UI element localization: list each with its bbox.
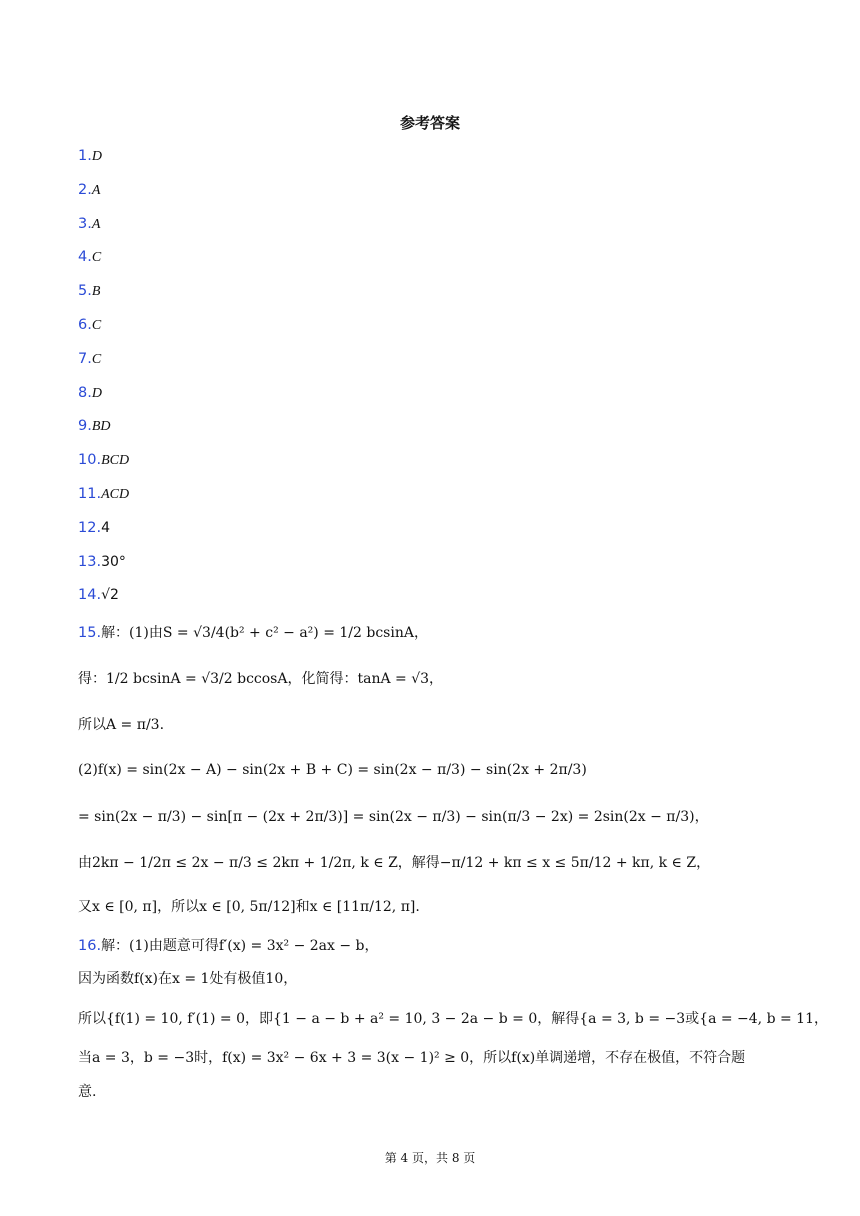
answer-row	[78, 452, 129, 469]
answer-number: 14.	[78, 587, 102, 603]
answer-row	[78, 283, 100, 300]
answer-number: 2.	[78, 182, 92, 198]
answer-row	[78, 587, 119, 603]
answer-row	[78, 148, 102, 165]
q16-line-2: 因为函数f(x)在x = 1处有极值10，	[78, 971, 298, 987]
q16-line-3: 所以{f(1) = 10, f′(1) = 0，即{1 − a − b + a² = 10, 3 − 2a − b = 0，解得{a = 3, b = −3或{a = −4, b = 11，	[78, 1011, 828, 1027]
answer-value: BCD	[101, 453, 130, 468]
q15-line-1: 15.解：(1)由S = √3/4(b² + c² − a²) = 1/2 bcsinA，	[78, 625, 428, 641]
answer-number: 12.	[78, 520, 102, 536]
answer-row	[78, 554, 126, 570]
answer-row	[78, 520, 110, 536]
page-title: 参考答案	[399, 114, 460, 132]
q15-line-4: (2)f(x) = sin(2x − A) − sin(2x + B + C) = sin(2x − π/3) − sin(2x + 2π/3)	[78, 762, 587, 778]
q16-number: 16.	[78, 938, 102, 954]
answer-number: 7.	[78, 351, 92, 367]
answer-value: C	[91, 318, 102, 333]
answer-number: 9.	[78, 418, 92, 434]
q15-line-2: 得：1/2 bcsinA = √3/2 bccosA，化简得：tanA = √3，	[78, 671, 444, 687]
answer-row	[78, 486, 129, 503]
answer-number: 6.	[78, 317, 92, 333]
answer-number: 5.	[78, 283, 92, 299]
answer-value: D	[91, 149, 102, 164]
answer-row	[78, 182, 100, 199]
answer-number: 10.	[78, 452, 102, 468]
q15-line-5: = sin(2x − π/3) − sin[π − (2x + 2π/3)] = sin(2x − π/3) − sin(π/3 − 2x) = 2sin(2x − π/3)，	[78, 809, 709, 825]
q15-line-3: 所以A = π/3.	[78, 717, 165, 733]
q16-line-1: 16.解：(1)由题意可得f′(x) = 3x² − 2ax − b，	[78, 938, 379, 954]
answer-value: D	[91, 386, 102, 401]
answer-row	[78, 351, 101, 368]
answer-row	[78, 418, 111, 435]
answer-value: BD	[91, 419, 111, 434]
answer-number: 4.	[78, 249, 92, 265]
answer-value: B	[91, 284, 101, 299]
answer-value: A	[91, 183, 101, 198]
answer-value: 30°	[101, 554, 126, 570]
answer-value: C	[91, 352, 102, 367]
answer-row	[78, 385, 102, 402]
answer-number: 1.	[78, 148, 92, 164]
answer-value: A	[91, 217, 101, 232]
answer-number: 11.	[78, 486, 102, 502]
answer-number: 3.	[78, 216, 92, 232]
answer-value: √2	[101, 587, 119, 603]
q15-line-7: 又x ∈ [0, π]，所以x ∈ [0, 5π/12]和x ∈ [11π/12, π].	[78, 899, 420, 915]
answer-row	[78, 317, 101, 334]
answer-number: 13.	[78, 554, 102, 570]
q15-number: 15.	[78, 625, 102, 641]
page-footer: 第 4 页，共 8 页	[384, 1151, 476, 1165]
q15-line-6: 由2kπ − 1/2π ≤ 2x − π/3 ≤ 2kπ + 1/2π, k ∈ Z，解得−π/12 + kπ ≤ x ≤ 5π/12 + kπ, k ∈ Z，	[78, 855, 711, 871]
answer-value: 4	[101, 520, 110, 536]
answer-row	[78, 249, 101, 266]
q16-line-5: 意.	[78, 1084, 97, 1100]
answer-row	[78, 216, 100, 233]
answer-value: ACD	[101, 487, 130, 502]
answer-value: C	[91, 250, 102, 265]
q16-line-4: 当a = 3，b = −3时，f(x) = 3x² − 6x + 3 = 3(x − 1)² ≥ 0，所以f(x)单调递增，不存在极值，不符合题	[78, 1050, 746, 1066]
answer-number: 8.	[78, 385, 92, 401]
